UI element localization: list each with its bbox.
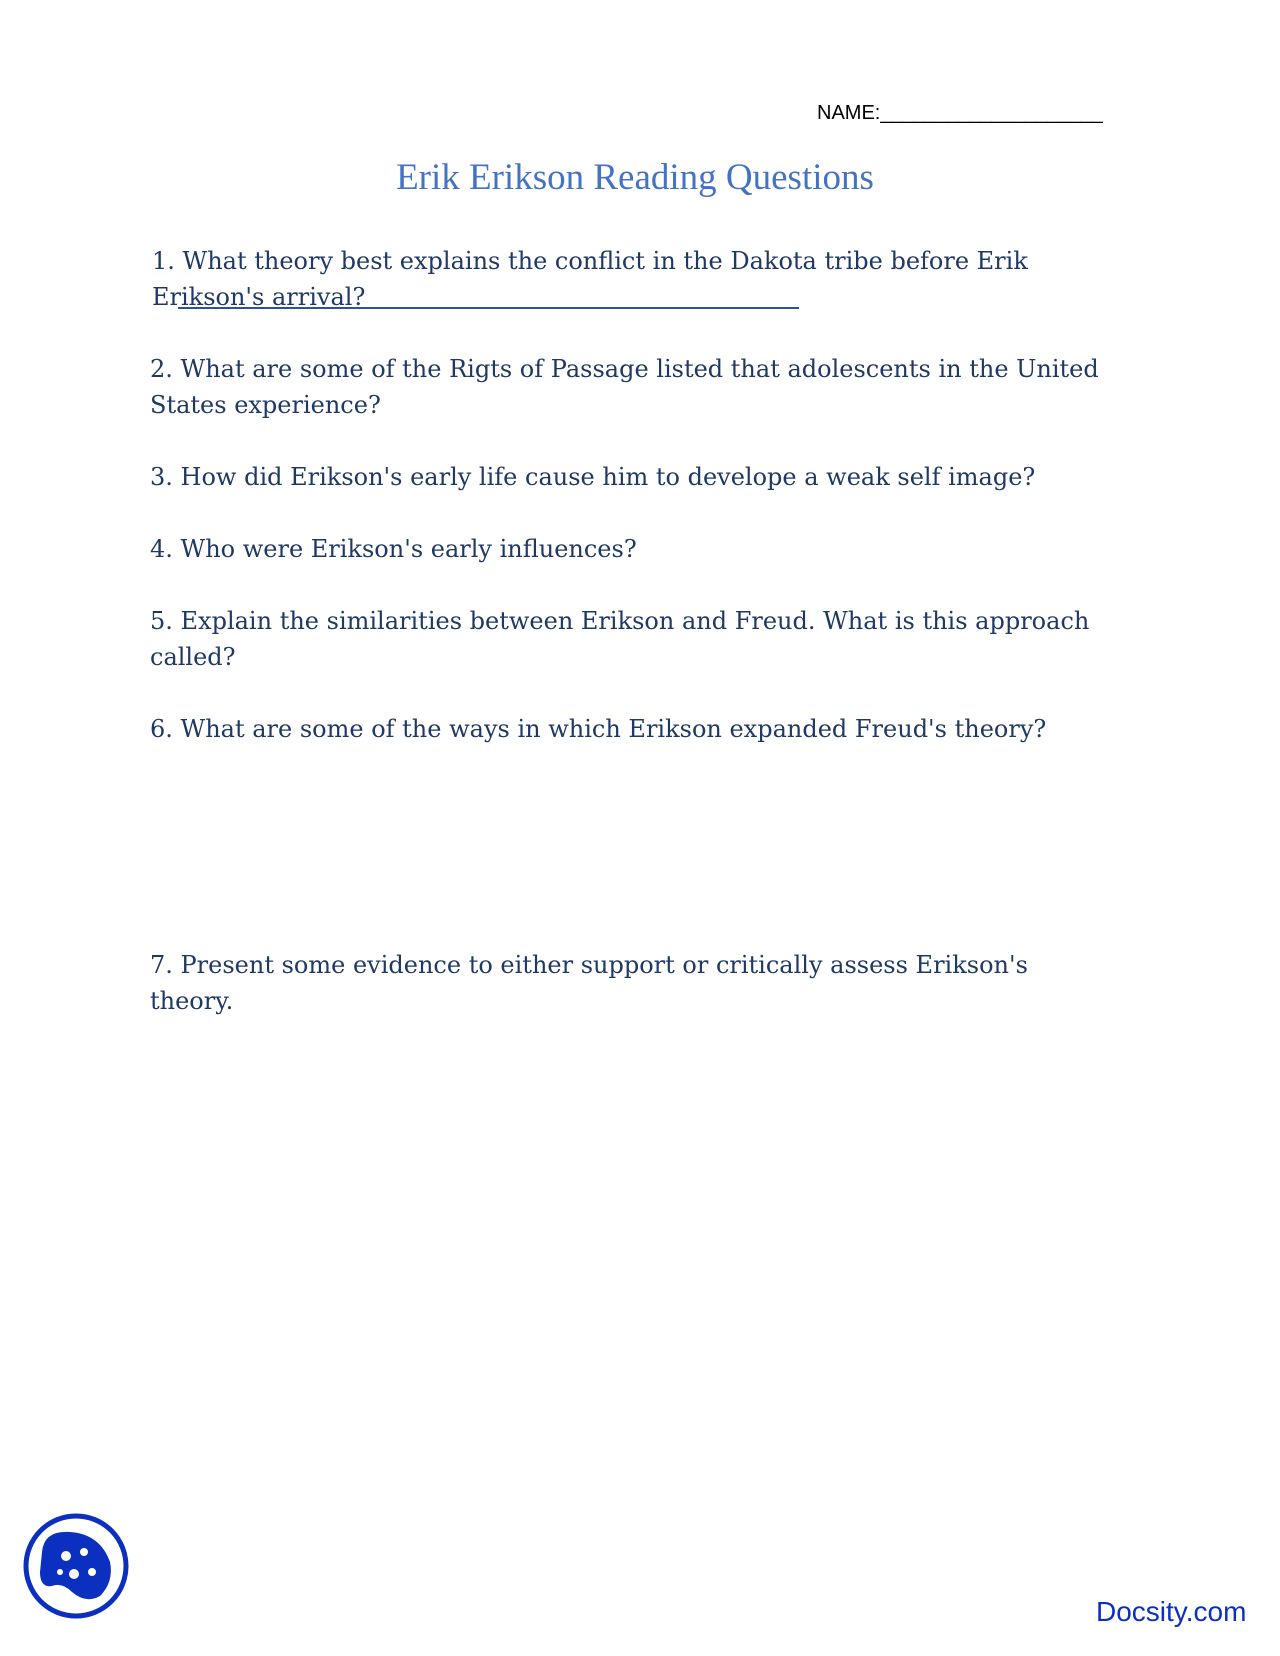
question-3: 3. How did Erikson's early life cause him to develope a weak self image? [150, 463, 1036, 491]
docsity-brand-link[interactable]: Docsity.com [1096, 1596, 1247, 1627]
question-4: 4. Who were Erikson's early influences? [150, 535, 637, 563]
answer-line-1 [178, 307, 799, 309]
question-7: 7. Present some evidence to either support or critically assess Erikson's theory. [150, 951, 1028, 1015]
question-6: 6. What are some of the ways in which Erikson expanded Freud's theory? [150, 715, 1047, 743]
question-5: 5. Explain the similarities between Erikson and Freud. What is this approach called? [150, 607, 1090, 671]
question-1: 1. What theory best explains the conflict in the Dakota tribe before Erik Erikson's arrival? [152, 247, 1028, 311]
page-title: Erik Erikson Reading Questions [396, 157, 874, 198]
question-2: 2. What are some of the Rigts of Passage listed that adolescents in the United States experience? [150, 355, 1099, 419]
name-field-label: NAME:____________________ [817, 102, 1103, 124]
docsity-logo-icon [22, 1512, 130, 1620]
